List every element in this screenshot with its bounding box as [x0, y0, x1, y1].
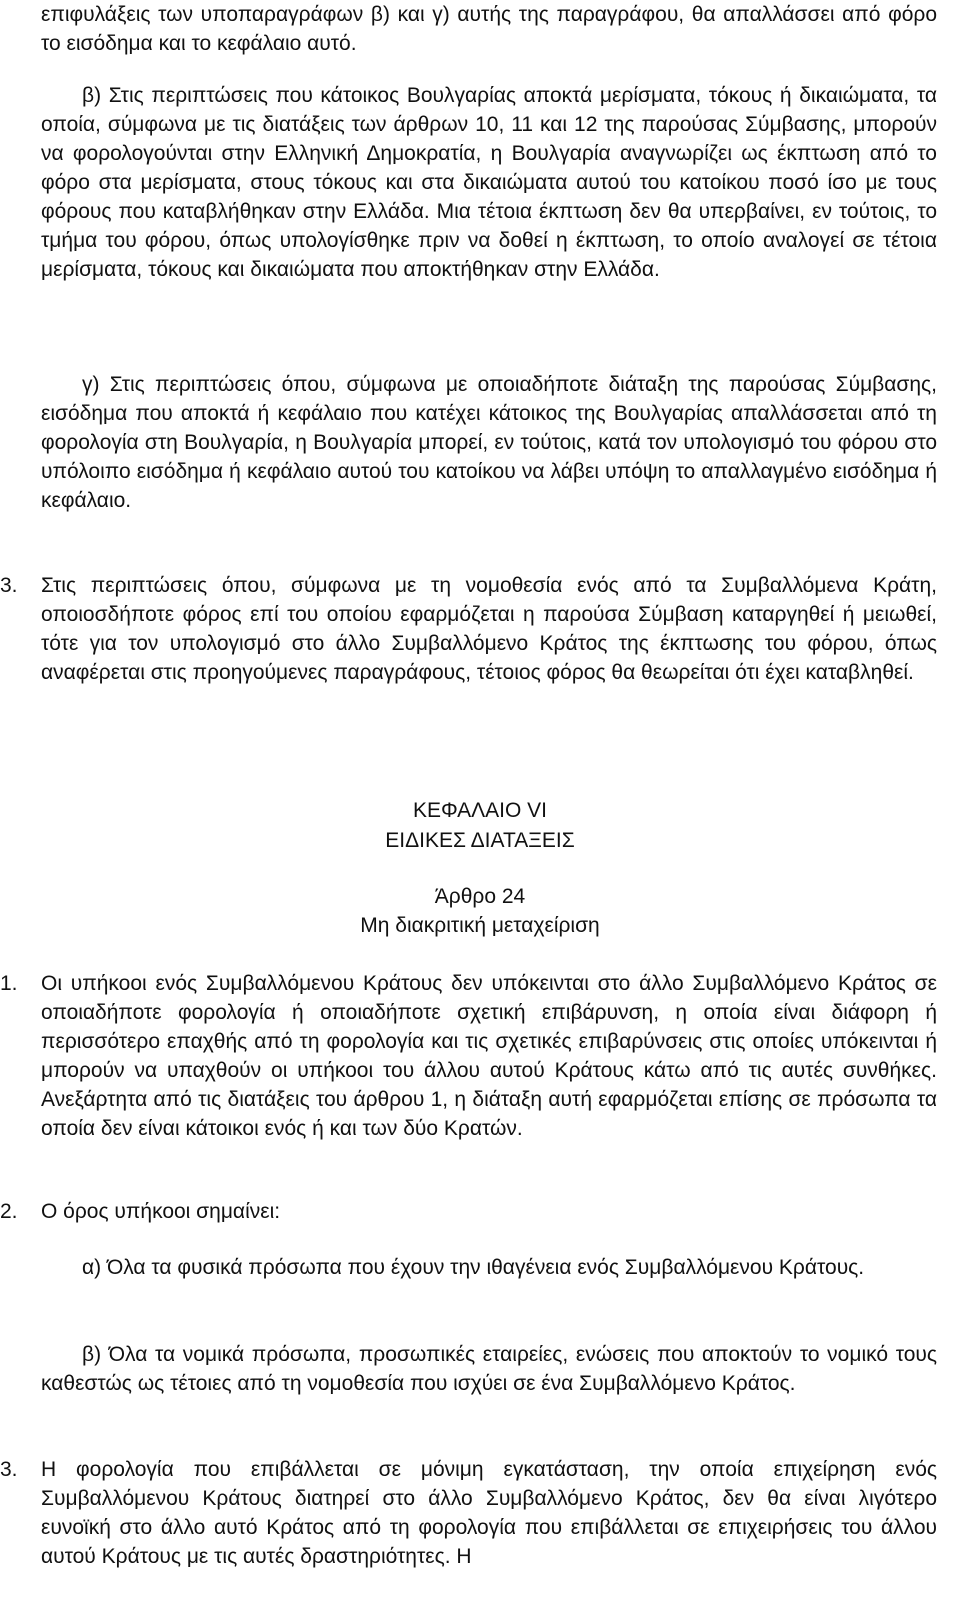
paragraph-continuation: επιφυλάξεις των υποπαραγράφων β) και γ) αυτής της παραγράφου, θα απαλλάσσει από φόρο το εισόδημα και το κεφάλαιο αυτό.: [41, 3, 937, 55]
paragraph-b: β) Στις περιπτώσεις που κάτοικος Βουλγαρίας αποκτά μερίσματα, τόκους ή δικαιώματα, τα οποία, σύμφωνα με τις διατάξεις των άρθρων 10, 11 και 12 της παρούσας Σύμβασης, μπορούν να φορολογούνται στην Ελληνική Δημοκρατία, η Βουλγαρία αναγνωρίζει ως έκπτωση από το φόρο στα μερίσματα, στους τόκους και στα δικαιώματα αυτού του κατοίκου ποσό ίσο με τους φόρους που καταβλήθηκαν στην Ελλάδα. Μια τέτοια έκπτωση δεν θα υπερβαίνει, εν τούτοις, το τμήμα του φόρου, όπως υπολογίσθηκε πριν να δοθεί η έκπτωση, το οποίο αναλογεί σε τέτοια μερίσματα, τόκους και δικαιώματα που αποκτήθηκαν στην Ελλάδα.: [41, 84, 937, 281]
item-text: Ο όρος υπήκοοι σημαίνει:: [41, 1200, 281, 1223]
item-number: 3.: [0, 574, 18, 597]
chapter-subtitle: ΕΙΔΙΚΕΣ ΔΙΑΤΑΞΕΙΣ: [385, 829, 575, 852]
paragraph-c: γ) Στις περιπτώσεις όπου, σύμφωνα με οποιαδήποτε διάταξη της παρούσας Σύμβασης, εισόδημα που αποκτά ή κεφάλαιο που κατέχει κάτοικος της Βουλγαρίας απαλλάσσεται από τη φορολογία στη Βουλγαρία, η Βουλγαρία μπορεί, εν τούτοις, κατά τον υπολογισμό του φόρου στο υπόλοιπο εισόδημα ή κεφάλαιο αυτού του κατοίκου να λάβει υπόψη το απαλλαγμένο εισόδημα ή κεφάλαιο.: [41, 373, 937, 512]
subparagraph-b: β) Όλα τα νομικά πρόσωπα, προσωπικές εταιρείες, ενώσεις που αποκτούν το νομικό τους καθεστώς ως τέτοιες από τη νομοθεσία που ισχύει σε ένα Συμβαλλόμενο Κράτος.: [41, 1343, 937, 1395]
item-number: 1.: [0, 972, 18, 995]
article-title: Μη διακριτική μεταχείριση: [360, 914, 600, 937]
subparagraph-a: α) Όλα τα φυσικά πρόσωπα που έχουν την ιθαγένεια ενός Συμβαλλόμενου Κράτους.: [82, 1256, 865, 1279]
chapter-title: ΚΕΦΑΛΑΙΟ VI: [412, 799, 548, 822]
article-number: Άρθρο 24: [434, 885, 526, 908]
item-text: Οι υπήκοοι ενός Συμβαλλόμενου Κράτους δεν υπόκεινται στο άλλο Συμβαλλόμενο Κράτος σε οποιαδήποτε φορολογία ή οποιαδήποτε σχετική επιβάρυνση, η οποία είναι διάφορη ή περισσότερο επαχθής από τη φορολογία και τις σχετικές επιβαρύνσεις στις οποίες υπόκεινται ή μπορούν να υπαχθούν οι υπήκοοι του άλλου αυτού Κράτους κάτω από τις αυτές συνθήκες. Ανεξάρτητα από τις διατάξεις του άρθρου 1, η διάταξη αυτή εφαρμόζεται επίσης σε πρόσωπα τα οποία δεν είναι κάτοικοι ενός ή και των δύο Κρατών.: [41, 972, 937, 1140]
item-number: 3.: [0, 1458, 18, 1481]
item-text: Στις περιπτώσεις όπου, σύμφωνα με τη νομοθεσία ενός από τα Συμβαλλόμενα Κράτη, οποιοσδήποτε φόρος επί του οποίου εφαρμόζεται η παρούσα Σύμβαση καταργηθεί ή μειωθεί, τότε για τον υπολογισμό στο άλλο Συμβαλλόμενο Κράτος της έκπτωσης του φόρου, όπως αναφέρεται στις προηγούμενες παραγράφους, τέτοιος φόρος θα θεωρείται ότι έχει καταβληθεί.: [41, 574, 937, 684]
item-number: 2.: [0, 1200, 18, 1223]
item-text: Η φορολογία που επιβάλλεται σε μόνιμη εγκατάσταση, την οποία επιχείρηση ενός Συμβαλλόμενου Κράτους διατηρεί στο άλλο Συμβαλλόμενο Κράτος, δεν θα είναι λιγότερο ευνοϊκή στο άλλο αυτό Κράτος από τη φορολογία που επιβάλλεται σε επιχειρήσεις του άλλου αυτού Κράτους με τις αυτές δραστηριότητες. Η: [41, 1458, 937, 1568]
